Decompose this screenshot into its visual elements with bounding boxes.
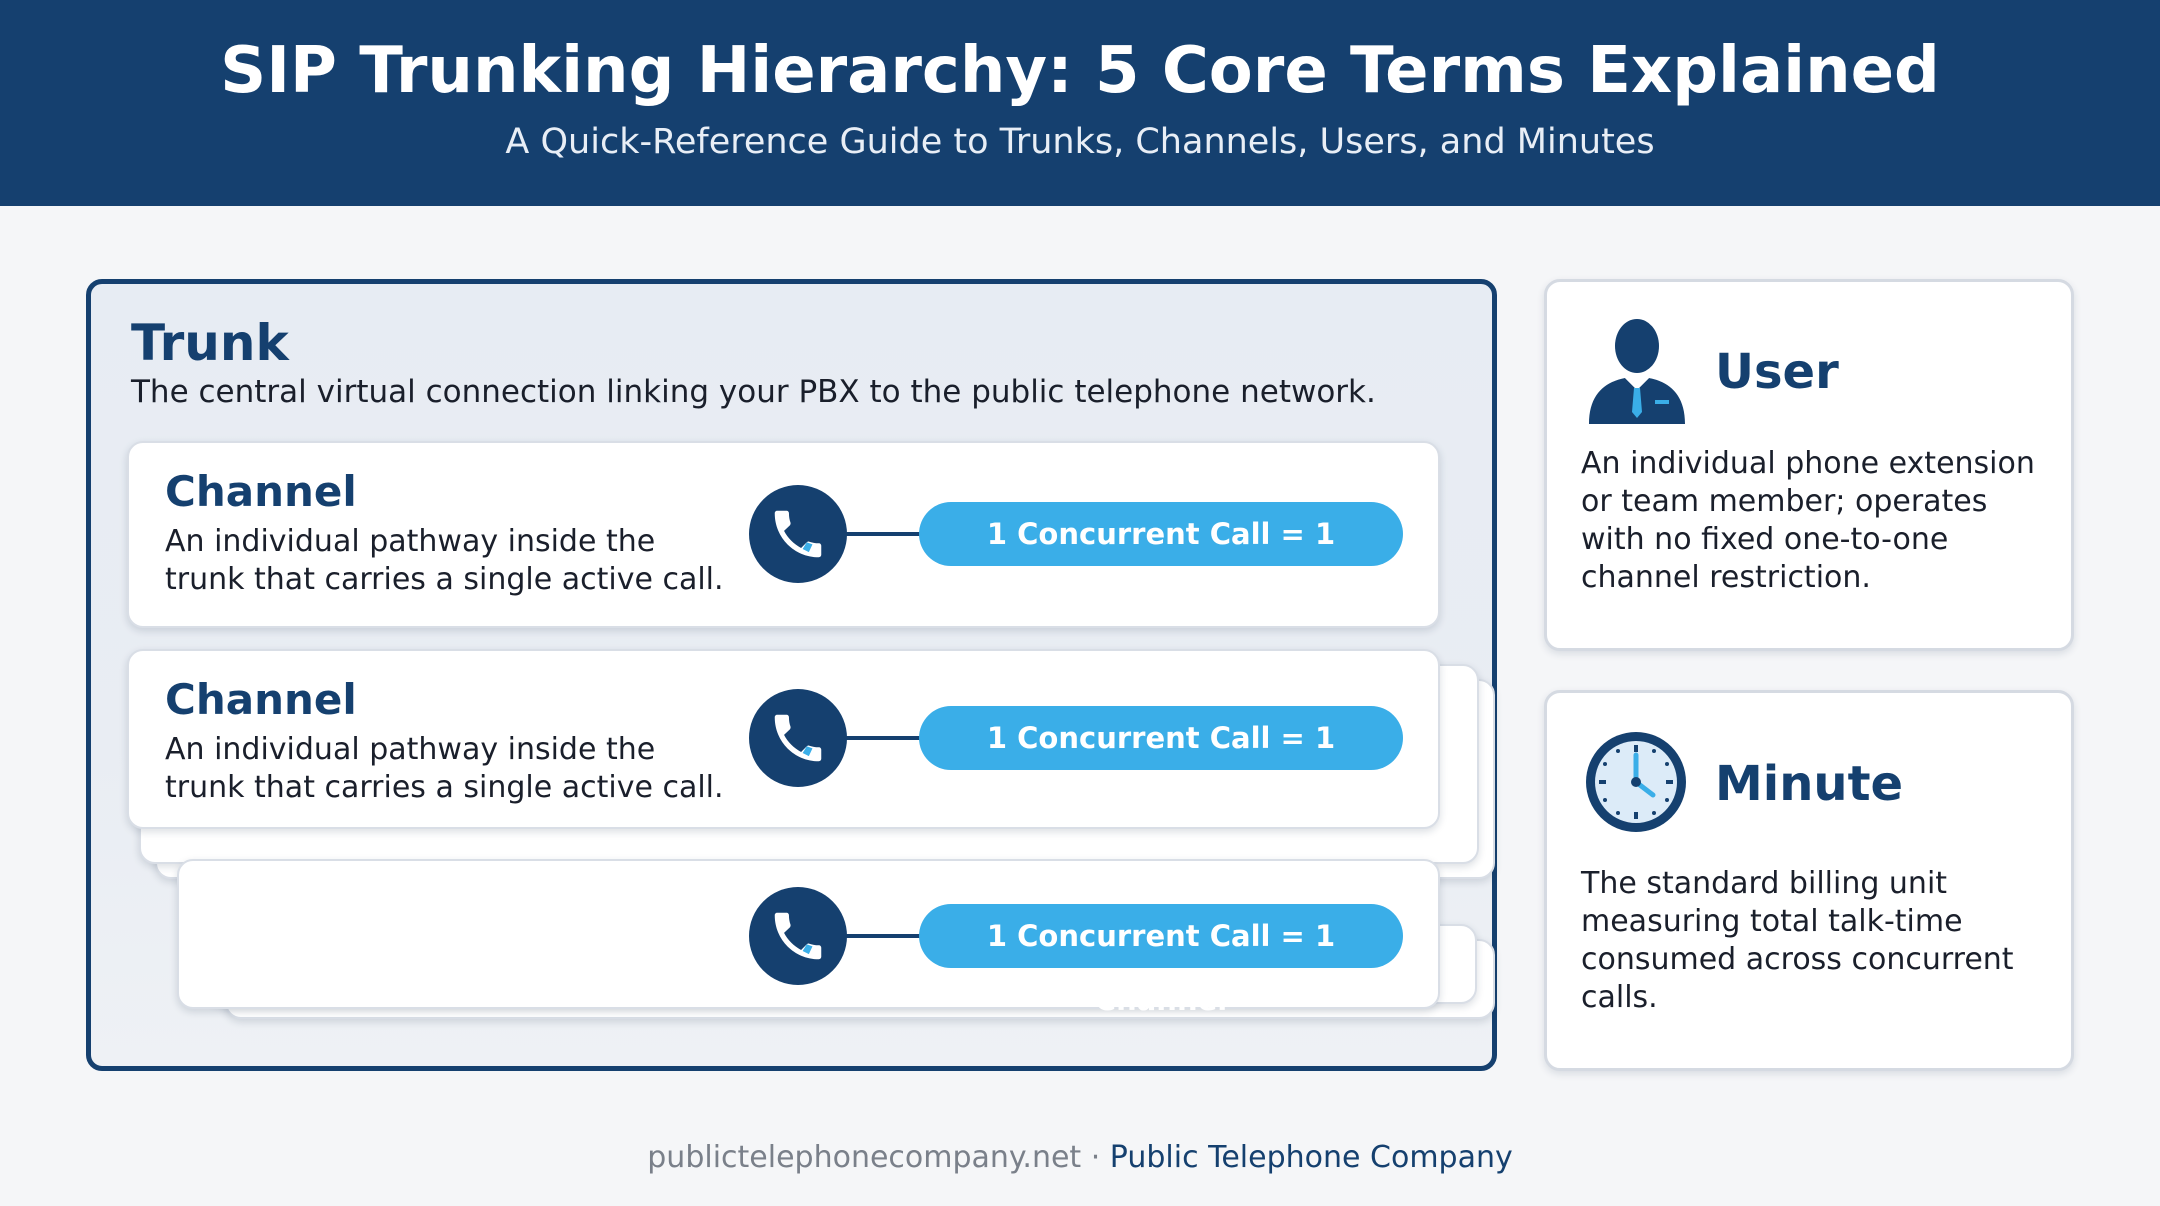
channel-card	[177, 859, 1440, 1017]
trunk-title: Trunk	[131, 314, 289, 372]
footer-company-name: Public Telephone Company	[1109, 1140, 1513, 1175]
user-card	[1544, 279, 2074, 651]
minute-description: The standard billing unit measuring total talk-time consumed across concurrent calls.	[1581, 866, 2014, 1015]
connector-line	[845, 736, 929, 740]
minute-title: Minute	[1715, 756, 1904, 812]
user-description: An individual phone extension or team member; operates with no fixed one-to-one channel restriction.	[1581, 446, 2035, 595]
concurrent-call-badge: 1 Concurrent Call = 1 Channel	[919, 502, 1403, 566]
phone-icon	[749, 887, 847, 985]
footer-domain-link[interactable]: publictelephonecompany.net	[647, 1140, 1082, 1175]
concurrent-call-badge: 1 Concurrent Call = 1 Channel	[919, 904, 1403, 968]
channel-description: An individual pathway inside the trunk that carries a single active call.	[165, 524, 724, 597]
channel-title: Channel	[165, 467, 357, 516]
minute-card	[1544, 690, 2074, 1071]
channel-card	[127, 441, 1440, 628]
clock-icon	[1581, 727, 1691, 837]
channel-title: Channel	[165, 675, 357, 724]
phone-icon	[749, 485, 847, 583]
footer	[0, 1140, 2160, 1175]
channel-description: An individual pathway inside the trunk that carries a single active call.	[165, 732, 724, 805]
user-title: User	[1715, 344, 1839, 400]
header-banner	[0, 0, 2160, 206]
footer-separator: ·	[1081, 1140, 1110, 1175]
user-icon	[1585, 316, 1689, 426]
channel-card	[127, 649, 1440, 829]
page-subtitle: A Quick-Reference Guide to Trunks, Channels, Users, and Minutes	[505, 122, 1655, 162]
connector-line	[845, 934, 929, 938]
trunk-description: The central virtual connection linking your PBX to the public telephone network.	[131, 374, 1376, 410]
trunk-panel	[86, 279, 1497, 1071]
concurrent-call-badge: 1 Concurrent Call = 1 Channel	[919, 706, 1403, 770]
page-title: SIP Trunking Hierarchy: 5 Core Terms Explained	[220, 34, 1940, 108]
connector-line	[845, 532, 929, 536]
phone-icon	[749, 689, 847, 787]
